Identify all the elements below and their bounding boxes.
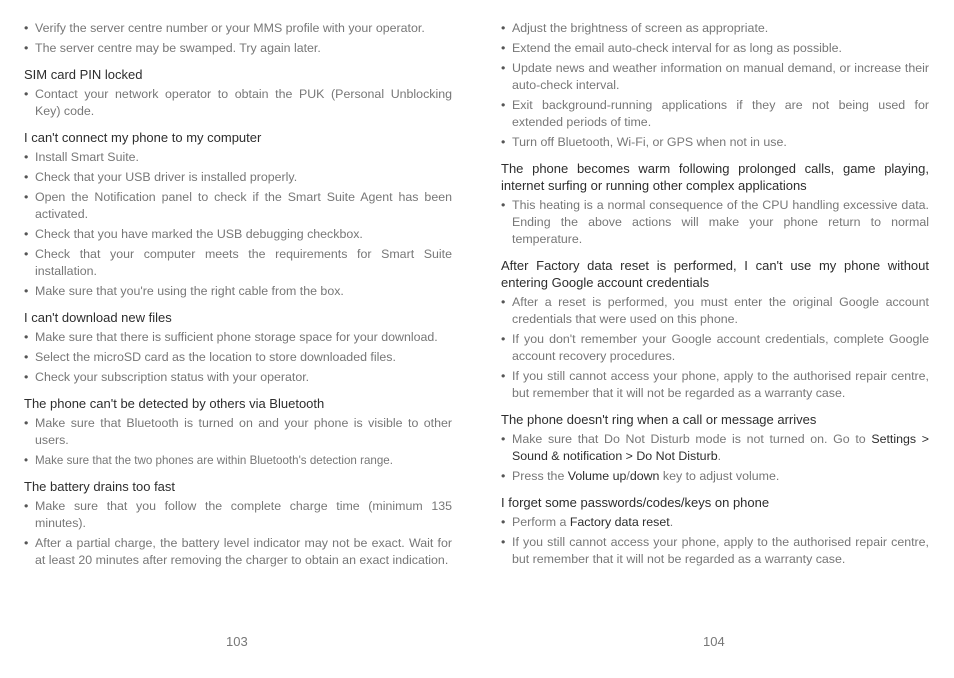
list-item: • The server centre may be swamped. Try again later. [24,41,321,55]
bullet-icon: • [501,369,506,383]
section-heading: The phone doesn't ring when a call or message arrives [501,412,817,427]
page-number-left: 103 [226,634,248,649]
section-forget-passwords [501,494,929,568]
list-item: • Make sure that Bluetooth is turned on and your phone is visible to other users. [24,416,452,447]
bullet-icon: • [501,332,506,346]
list-item: • Make sure that there is sufficient phone storage space for your download. [24,330,438,344]
page-number-right: 104 [703,634,725,649]
section-heading: The battery drains too fast [24,479,176,494]
section-heading: I can't connect my phone to my computer [24,130,262,145]
bullet-icon: • [501,198,506,212]
list-item: • Check that your USB driver is installed properly. [24,170,298,184]
bullet-icon: • [24,536,29,550]
left-page [24,20,452,578]
section-download-files [24,309,452,386]
list-item: • Contact your network operator to obtain the PUK (Personal Unblocking Key) code. [24,87,452,118]
factory-reset-term: Factory data reset [569,515,670,529]
bullet-icon: • [24,87,29,101]
bullet-icon: • [501,515,506,529]
bullet-icon: • [501,61,506,75]
list-item: • Make sure that the two phones are within Bluetooth's detection range. [24,454,393,467]
section-heading: I forget some passwords/codes/keys on phone [501,495,770,510]
bullet-icon: • [24,350,29,364]
bullet-icon: • [24,227,29,241]
list-item: • Install Smart Suite. [24,150,139,164]
list-item: • Exit background-running applications if they are not being used for extended periods of time. [501,98,929,129]
section-heading: I can't download new files [24,310,172,325]
list-item: • Check that your computer meets the requirements for Smart Suite installation. [24,247,452,278]
section-no-ring [501,411,929,485]
list-item: • Make sure that Do Not Disturb mode is not turned on. Go to Settings > Sound & notification > Do Not Disturb. [501,432,929,463]
section-battery [24,478,452,569]
list-item: • Check that you have marked the USB debugging checkbox. [24,227,363,241]
list-item: • After a partial charge, the battery level indicator may not be exact. Wait for at least 20 minutes after removing the charger to obtain an exact indication. [24,536,452,567]
bullet-icon: • [24,416,29,430]
intro-section-left [24,20,452,57]
list-item: • Make sure that you follow the complete charge time (minimum 135 minutes). [24,499,452,530]
intro-section-right [501,20,929,151]
list-item: • Update news and weather information on manual demand, or increase their auto-check interval. [501,61,929,92]
bullet-icon: • [501,469,506,483]
volume-down-key: down [629,469,660,483]
bullet-icon: • [24,150,29,164]
list-item: • Make sure that you're using the right cable from the box. [24,284,344,298]
bullet-icon: • [24,21,29,35]
volume-up-key: Volume up [567,469,627,483]
bullet-icon: • [24,454,29,467]
list-item: • Check your subscription status with your operator. [24,370,310,384]
list-item: • Verify the server centre number or your MMS profile with your operator. [24,21,425,35]
bullet-icon: • [24,170,29,184]
list-item: • Select the microSD card as the location to store downloaded files. [24,350,396,364]
section-phone-warm [501,160,929,248]
section-factory-reset [501,257,929,402]
list-item: • If you still cannot access your phone, apply to the authorised repair centre, but remember that it will not be regarded as a warranty case. [501,369,929,400]
list-item: • Turn off Bluetooth, Wi-Fi, or GPS when not in use. [501,135,787,149]
settings-path: Settings > Sound & notification > Do Not Disturb [512,432,929,463]
list-item: • Open the Notification panel to check if the Smart Suite Agent has been activated. [24,190,452,221]
section-connect-computer [24,129,452,300]
list-item: • Perform a Factory data reset. [501,515,674,529]
list-item: • Press the Volume up/down key to adjust volume. [501,469,780,483]
bullet-icon: • [501,295,506,309]
section-heading: After Factory data reset is performed, I can't use my phone without entering Google account credentials [501,258,929,290]
bullet-icon: • [24,370,29,384]
bullet-icon: • [24,284,29,298]
list-item: • If you still cannot access your phone, apply to the authorised repair centre, but remember that it will not be regarded as a warranty case. [501,535,929,566]
bullet-icon: • [501,135,506,149]
bullet-icon: • [24,499,29,513]
list-item: • This heating is a normal consequence of the CPU handling excessive data. Ending the above actions will make your phone return to normal temperature. [501,198,929,246]
bullet-icon: • [501,432,506,446]
bullet-icon: • [501,41,506,55]
bullet-icon: • [501,21,506,35]
bullet-icon: • [24,190,29,204]
section-heading: The phone becomes warm following prolonged calls, game playing, internet surfing or running other complex applications [501,161,929,193]
section-heading: The phone can't be detected by others via Bluetooth [24,396,325,411]
list-item: • After a reset is performed, you must enter the original Google account credentials that were used on this phone. [501,295,929,326]
bullet-icon: • [501,535,506,549]
list-item: • If you don't remember your Google account credentials, complete Google account recovery procedures. [501,332,929,363]
right-page [501,20,929,577]
bullet-icon: • [24,247,29,261]
section-heading: SIM card PIN locked [24,67,143,82]
list-item: • Adjust the brightness of screen as appropriate. [501,21,769,35]
bullet-icon: • [501,98,506,112]
bullet-icon: • [24,41,29,55]
list-item: • Extend the email auto-check interval for as long as possible. [501,41,842,55]
bullet-icon: • [24,330,29,344]
section-bluetooth [24,395,452,469]
section-sim-pin [24,66,452,120]
